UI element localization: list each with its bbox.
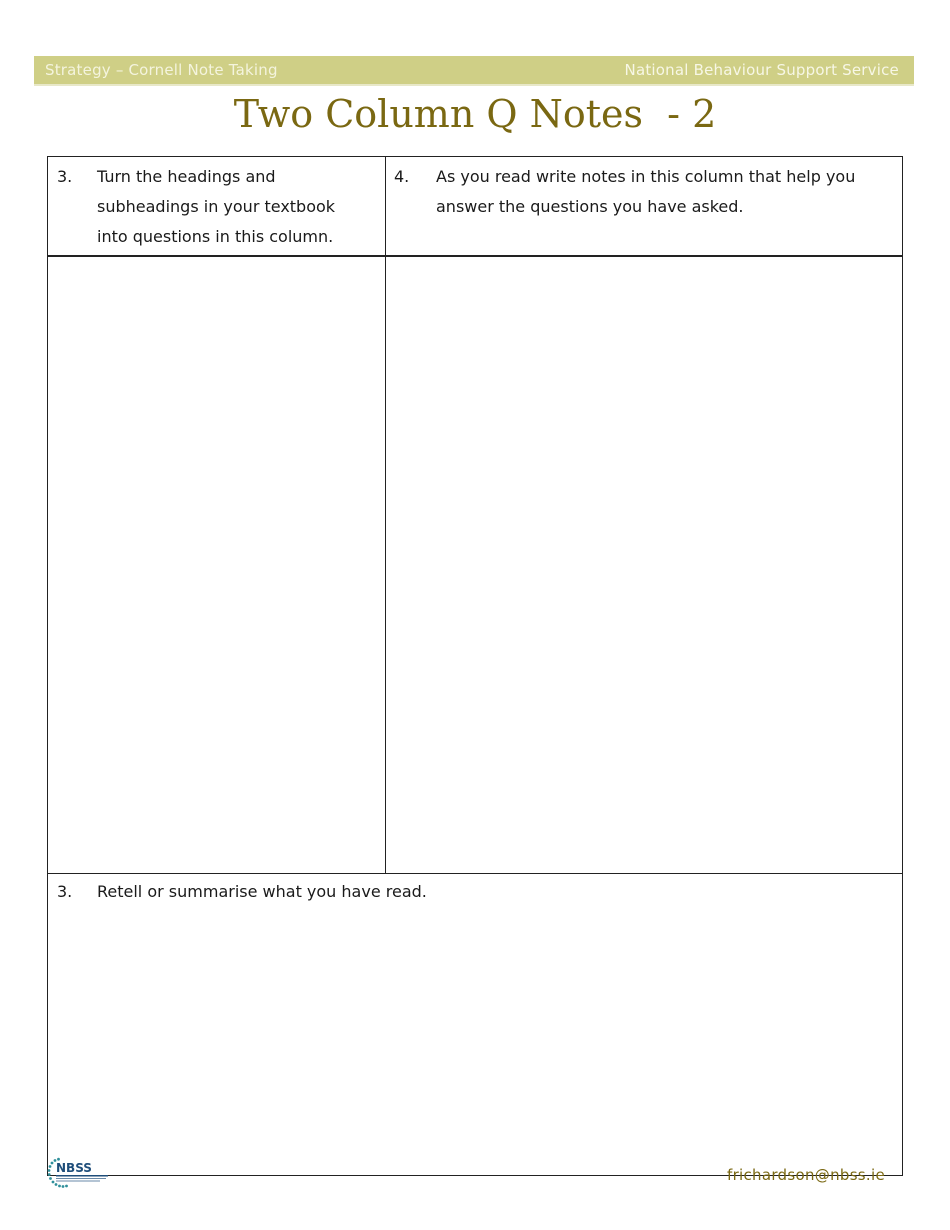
header-bar [34,56,914,86]
questions-writing-area[interactable] [48,257,386,874]
notes-instruction-text: As you read write notes in this column that help you answer the questions you have asked. [436,167,856,216]
cornell-notes-table [47,156,903,1176]
questions-header-cell [48,157,386,257]
nbss-logo [46,1157,116,1193]
contact-email[interactable]: frichardson@nbss.ie [726,1166,885,1184]
notes-header-cell [386,157,902,257]
summary-writing-area[interactable] [48,874,902,1175]
summary-instruction-text: Retell or summarise what you have read. [97,882,427,901]
questions-instruction [57,162,367,252]
svg-text:NBSS: NBSS [56,1161,92,1175]
summary-step-number: 3. [57,882,73,901]
nbss-logo-graphic [46,1157,116,1193]
notes-writing-area[interactable] [386,257,902,874]
notes-step-number: 4. [394,167,410,186]
header-strategy-label: Strategy – Cornell Note Taking [45,61,278,79]
notes-instruction [394,162,886,222]
summary-instruction [57,877,877,907]
page-title: Two Column Q Notes - 2 [233,92,717,136]
questions-step-number: 3. [57,167,73,186]
questions-instruction-text: Turn the headings and subheadings in your textbook into questions in this column. [97,167,336,246]
header-organisation-label: National Behaviour Support Service [624,61,899,79]
